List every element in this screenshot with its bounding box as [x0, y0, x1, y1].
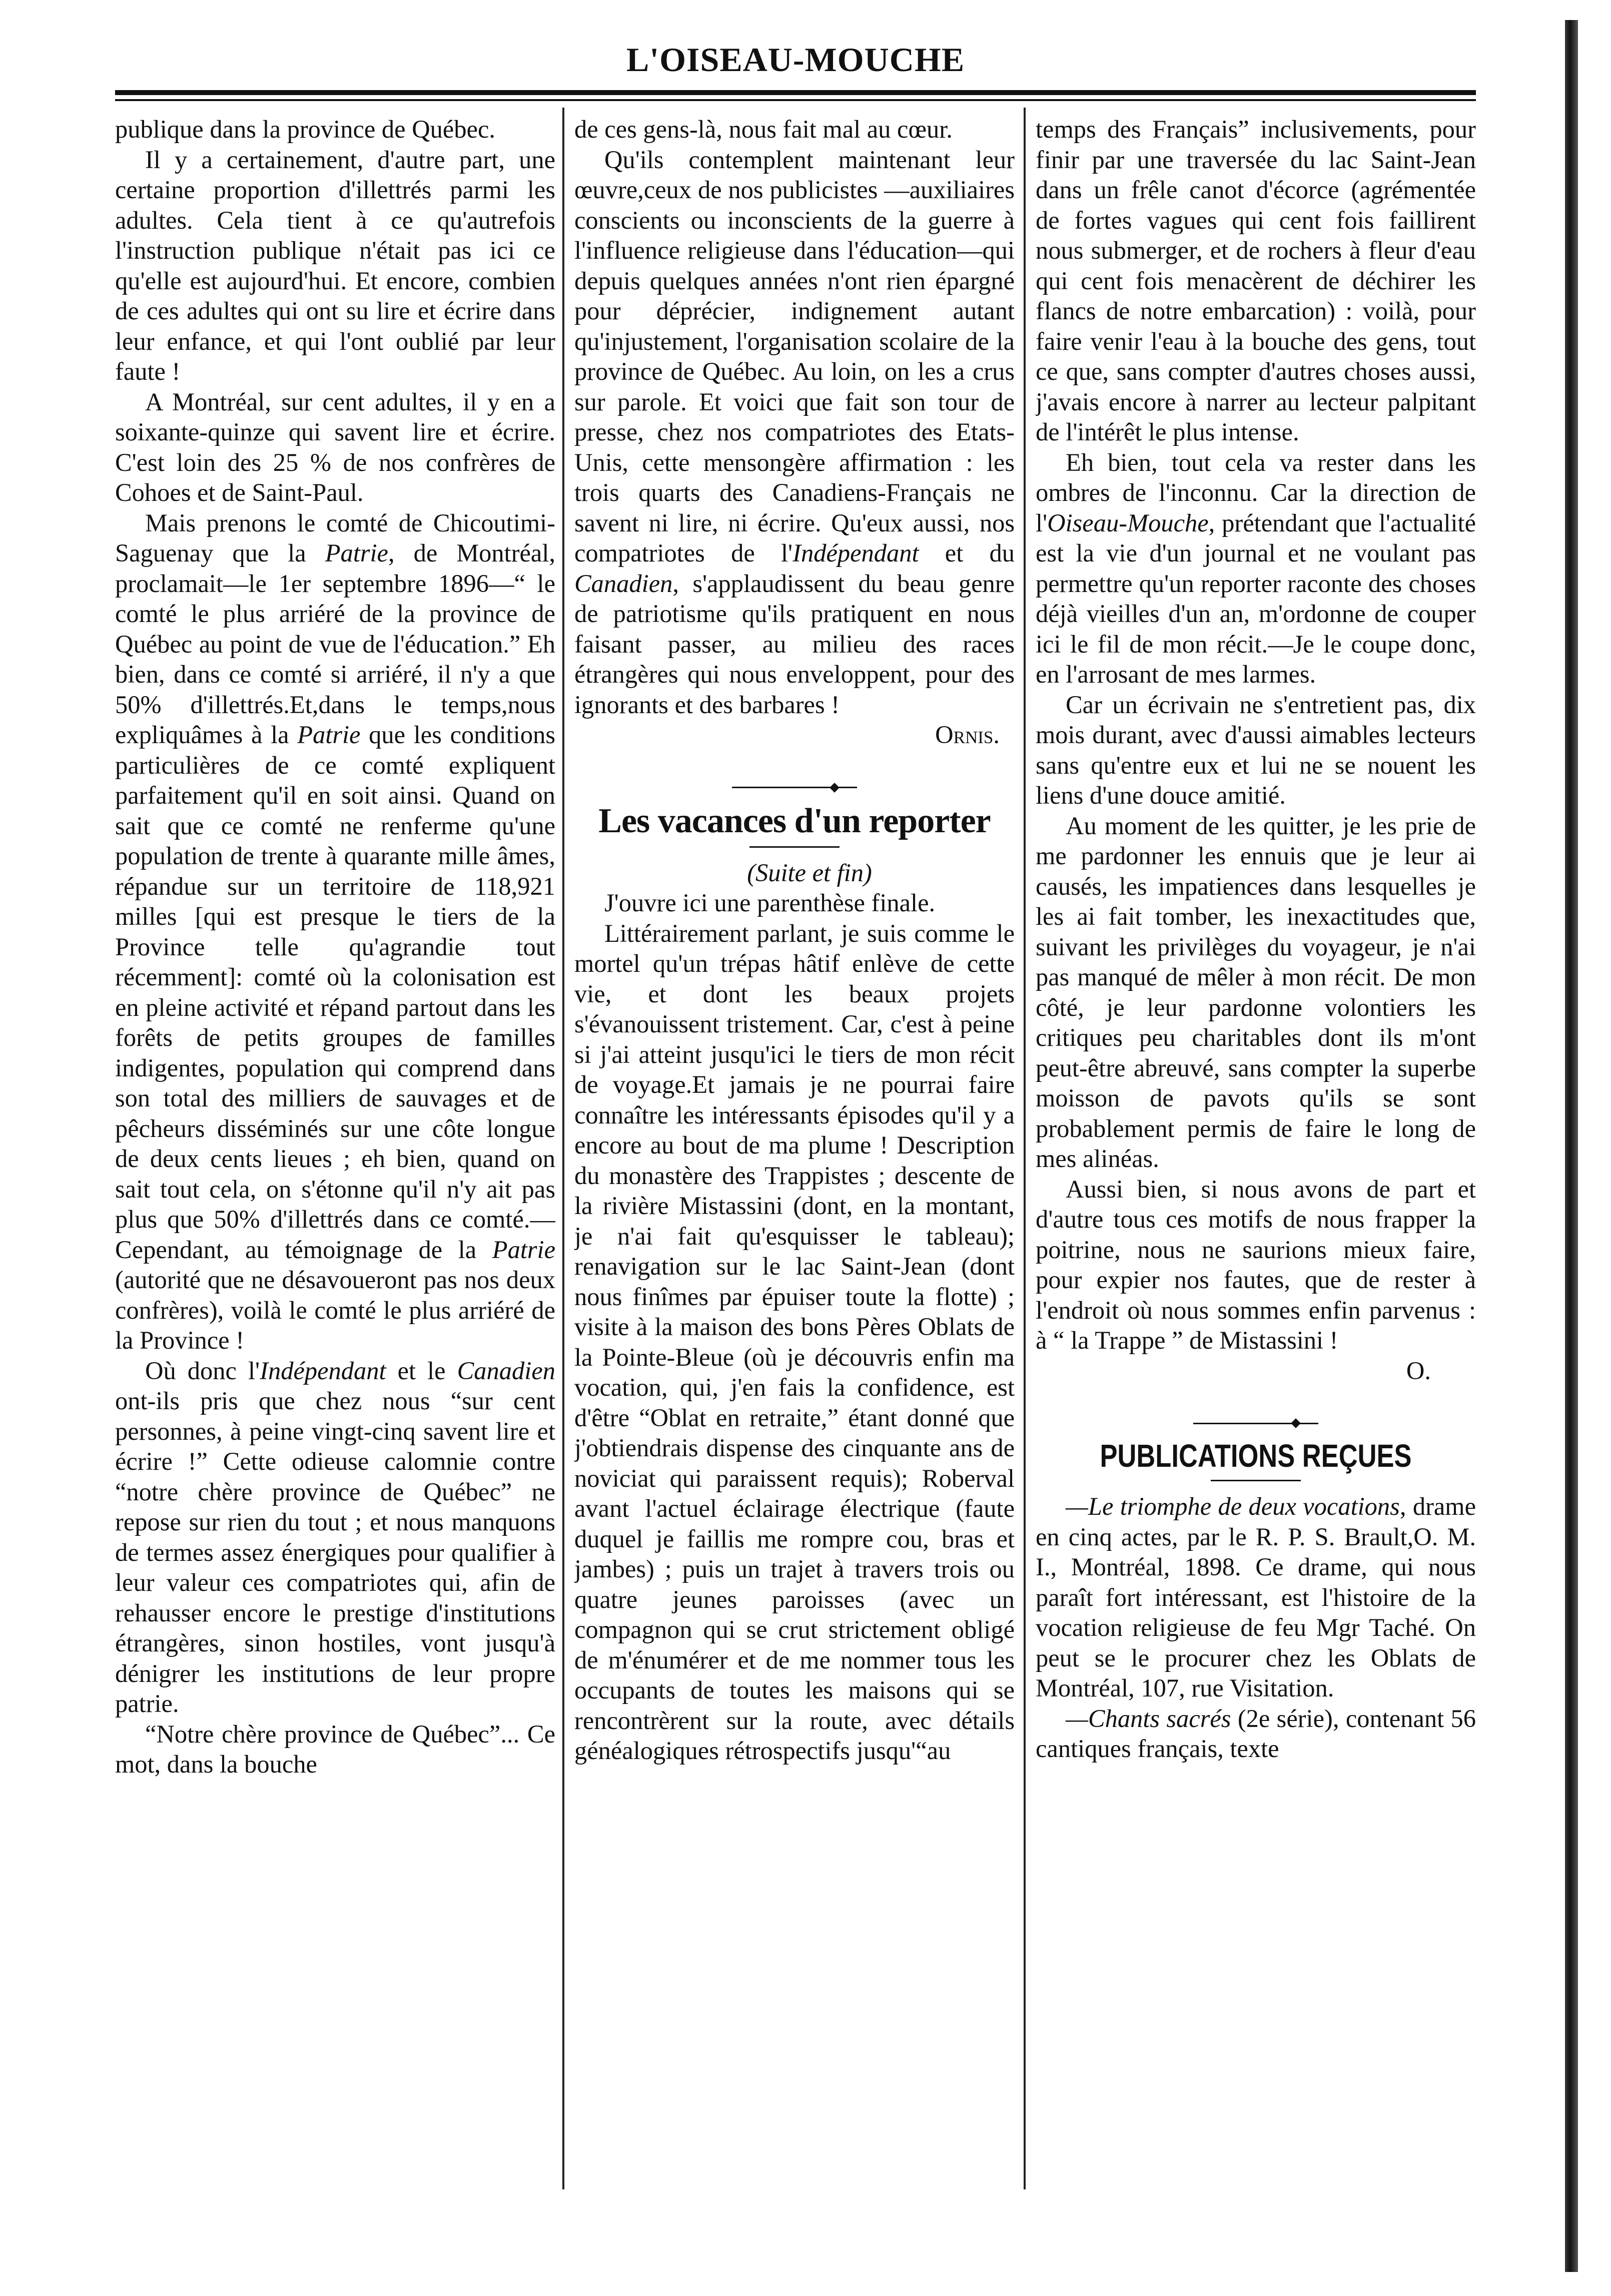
paragraph: —Le triomphe de deux vocations, drame en cinq actes, par le R. P. S. Brault,O. M. I., Montréal, 1898. Ce drame, qui nous paraît fort intéressant, est l'histoire de la vocation religieuse de feu Mgr Taché. On peut se le procurer chez les Oblats de Montréal, 107, rue Visitation. [1036, 1492, 1476, 1702]
paragraph: Il y a certainement, d'autre part, une certaine proportion d'illettrés parmi les adultes. Cela tient à ce qu'autrefois l'instruction publique n'était pas ici ce qu'elle est aujourd'hui. Et encore, combien de ces adultes qui ont su lire et écrire dans leur enfance, et qui l'ont oublié par leur faute ! [115, 145, 555, 385]
paragraph: —Chants sacrés (2e série), contenant 56 cantiques français, texte [1036, 1704, 1476, 1763]
paragraph: J'ouvre ici une parenthèse finale. [604, 889, 936, 917]
signature: Ornis. [935, 721, 1000, 749]
ornament-divider [1036, 1406, 1476, 1421]
column-3 [1036, 114, 1476, 2191]
paragraph: temps des Français” inclusivements, pour finir par une traversée du lac Saint-Jean dans un frêle canot d'écorce (agrémentée de fortes vagues qui cent fois faillirent nous submerger, et de rochers à fleur d'eau qui cent fois menacèrent de déchirer les flancs de notre embarcation) : voilà, pour faire venir l'eau à la bouche des gens, tout ce que, sans compter d'autres choses aussi, j'avais encore à narrer au lecteur palpitant de l'intérêt le plus intense. [1036, 115, 1476, 446]
paragraph: Littérairement parlant, je suis comme le mortel qu'un trépas hâtif enlève de cette vie, et dont les beaux projets s'évanouissent tristement. Car, c'est à peine si j'ai atteint jusqu'ici le tiers de mon récit de voyage.Et jamais je ne pourrai faire connaître les intéressants épisodes qu'il y a encore au bout de ma plume ! Description du monastère des Trappistes ; descente de la rivière Mistassini (dont, en la montant, je n'ai fait qu'esquisser le tableau); renavigation sur le lac Saint-Jean (dont nous finîmes par épuiser toute la flotte) ; visite à la maison des bons Pères Oblats de la Pointe-Bleue (où je découvris enfin ma vocation, qui, j'en fais la confidence, est d'être “Oblat en retraite,” étant donné que j'obtiendrais dispense des cinquante ans de noviciat qui paraissent requis); Roberval avant l'actuel éclairage électrique (faute duquel je faillis me rompre cou, bras et jambes) ; puis un trajet à travers trois ou quatre jeunes paroisses (avec un compagnon qui se crut strictement obligé de m'énumérer et de me nommer tous les occupants de toutes les maisons qui se rencontrèrent sur la route, avec détails généalogiques rétrospectifs jusqu'“au [574, 919, 1015, 1765]
masthead: L'OISEAU-MOUCHE [626, 41, 965, 79]
ornament-divider [574, 770, 1015, 785]
column-2 [574, 114, 1015, 2191]
column-separator [562, 108, 564, 2189]
header-rule [115, 90, 1476, 95]
paragraph: Au moment de les quitter, je les prie de me pardonner les ennuis que je leur ai causés, les impatiences dans lesquelles je les ai fait tomber, les inexactitudes que, suivant les privilèges du voyageur, je n'ai pas manqué de mêler à mon récit. De mon côté, je leur pardonne volontiers les critiques peu charitables dont ils m'ont peut-être abreuvé, sans compter la superbe moisson de pavots qu'ils se sont probablement permis de faire le long de mes alinéas. [1036, 811, 1476, 1173]
subheading: (Suite et fin) [747, 858, 872, 887]
heading-rule [1211, 1480, 1301, 1481]
paragraph: Qu'ils contemplent maintenant leur œuvre,ceux de nos publicistes —auxiliaires conscients ou inconscients de la guerre à l'influence religieuse dans l'éducation—qui depuis quelques années n'ont rien épargné pour déprécier, indignement autant qu'injustement, l'organisation scolaire de la province de Québec. Au loin, on les a crus sur parole. Et voici que fait son tour de presse, chez nos compatriotes des Etats-Unis, cette mensongère affirmation : les trois quarts des Canadiens-Français ne savent ni lire, ni écrire. Qu'eux aussi, nos compatriotes de l'Indépendant et du Canadien, s'applaudissent du beau genre de patriotisme qu'ils pratiquent en nous faisant passer, au milieu des races étrangères qui nous enveloppent, pour des ignorants et des barbares ! [574, 145, 1015, 719]
column-separator [1024, 108, 1026, 2189]
paragraph: A Montréal, sur cent adultes, il y en a soixante-quinze qui savent lire et écrire. C'est loin des 25 % de nos confrères de Cohoes et de Saint-Paul. [115, 387, 555, 506]
paragraph: “Notre chère province de Québec”... Ce mot, dans la bouche [115, 1719, 555, 1778]
paragraph: Eh bien, tout cela va rester dans les ombres de l'inconnu. Car la direction de l'Oiseau-Mouche, prétendant que l'actualité est la vie d'un journal et ne voulant pas permettre qu'un reporter raconte des choses déjà vieilles d'un an, m'ordonne de couper ici le fil de mon récit.—Je le coupe donc, en l'arrosant de mes larmes. [1036, 448, 1476, 688]
column-1 [115, 114, 555, 2191]
signature: O. [1406, 1356, 1431, 1385]
section-heading: PUBLICATIONS REÇUES [1100, 1438, 1412, 1474]
heading-rule [749, 846, 840, 848]
paragraph: Aussi bien, si nous avons de part et d'autre tous ces motifs de nous frapper la poitrine, nous ne saurions mieux faire, pour expier nos fautes, que de rester à l'endroit où nous sommes enfin parvenus : à “ la Trappe ” de Mistassini ! [1036, 1175, 1476, 1354]
paragraph: Où donc l'Indépendant et le Canadien ont-ils pris que chez nous “sur cent personnes, à peine vingt-cinq savent lire et écrire !” Cette odieuse calomnie contre “notre chère province de Québec” ne repose sur rien du tout ; et nous manquons de termes assez énergiques pour qualifier à leur valeur ces compatriotes qui, afin de rehausser encore le prestige d'institutions étrangères, sinon hostiles, vont jusqu'à dénigrer les institutions de leur propre patrie. [115, 1356, 555, 1717]
header-rule-thin [115, 99, 1476, 101]
paragraph: publique dans la province de Québec. [115, 115, 496, 143]
paragraph: Car un écrivain ne s'entretient pas, dix mois durant, avec d'aussi aimables lecteurs sans qu'entre eux et lui ne se nouent les liens d'une douce amitié. [1036, 690, 1476, 809]
paragraph: Mais prenons le comté de Chicoutimi-Saguenay que la Patrie, de Montréal, proclamait—le 1er septembre 1896—“ le comté le plus arriéré de la province de Québec au point de vue de l'éducation.” Eh bien, dans ce comté si arriéré, il n'y a que 50% d'illettrés.Et,dans le temps,nous expliquâmes à la Patrie que les conditions particulières de ce comté expliquent parfaitement qu'il en soit ainsi. Quand on sait que ce comté ne renferme qu'une population de trente à quarante mille âmes, répandue sur un territoire de 118,921 milles [qui est presque le tiers de la Province telle qu'agrandie tout récemment]: comté où la colonisation est en pleine activité et répand partout dans les forêts de petits groupes de familles indigentes, population qui comprend dans son total des milliers de sauvages et de pêcheurs disséminés sur une côte longue de deux cents lieues ; eh bien, quand on sait tout cela, on s'étonne qu'il n'y ait pas plus que 50% d'illettrés dans ce comté.—Cependant, au témoignage de la Patrie (autorité que ne désavoueront pas nos deux confrères), voilà le comté le plus arriéré de la Province ! [115, 508, 555, 1354]
page-edge-shadow [1565, 20, 1578, 2272]
paragraph: de ces gens-là, nous fait mal au cœur. [574, 115, 953, 143]
article-heading: Les vacances d'un reporter [598, 801, 991, 840]
